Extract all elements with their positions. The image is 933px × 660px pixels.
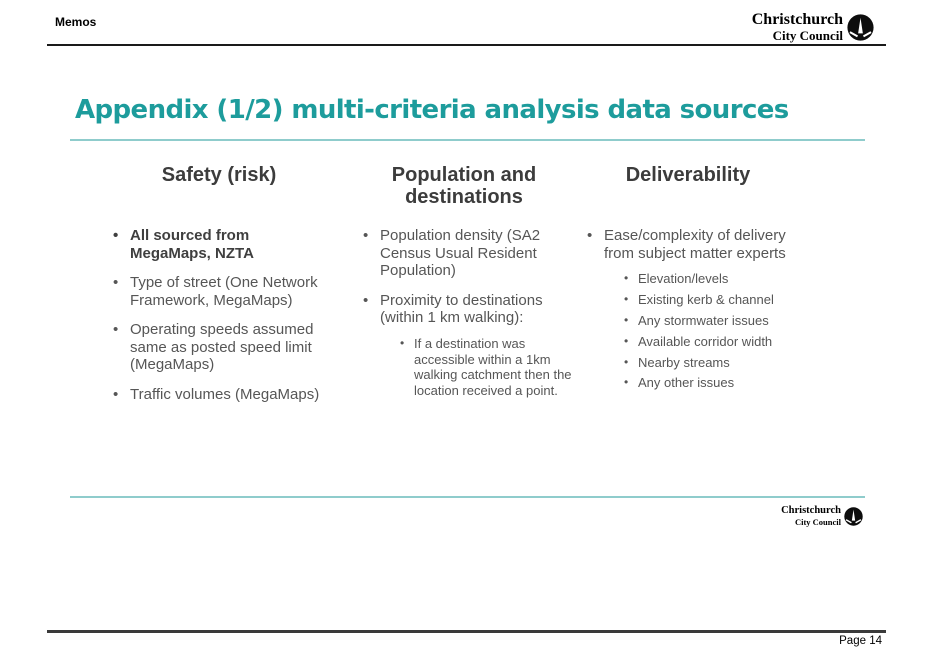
column-heading: Safety (risk): [161, 164, 277, 186]
sub-bullet-text: Elevation/levels: [638, 271, 729, 287]
bullet-list: [356, 227, 572, 399]
council-logo-text: [781, 506, 841, 526]
bottom-divider: [70, 496, 865, 498]
bullet-marker: •: [113, 321, 119, 339]
sub-bullet-list: [580, 271, 796, 391]
bullet-marker: •: [113, 385, 119, 403]
bullet-marker: •: [624, 271, 629, 286]
title-divider: [70, 139, 865, 141]
bullet-item: [106, 227, 332, 262]
bullet-marker: •: [113, 227, 119, 244]
bullet-marker: •: [624, 312, 629, 327]
header-divider: [47, 44, 886, 46]
bullet-text: Proximity to destinations (within 1 km walking):: [380, 291, 543, 327]
sub-bullet-item: [580, 313, 796, 329]
bullet-marker: •: [113, 274, 119, 292]
bullet-text: Type of street (One Network Framework, MegaMaps): [130, 274, 318, 309]
column-population: [356, 164, 572, 411]
bullet-marker: •: [363, 291, 369, 309]
sub-bullet-text: Nearby streams: [638, 354, 730, 370]
column-heading: Deliverability: [625, 164, 751, 186]
sub-bullet-item: [580, 292, 796, 308]
bullet-item: [106, 321, 332, 374]
memos-label: Memos: [55, 15, 97, 29]
bullet-marker: •: [363, 227, 369, 244]
bullet-marker: •: [400, 335, 405, 350]
council-logo-line1: Christchurch: [781, 505, 841, 516]
bullet-text: Ease/complexity of delivery from subject matter experts: [604, 227, 786, 262]
column-safety: [106, 164, 332, 415]
bullet-marker: •: [624, 333, 629, 348]
bullet-marker: •: [624, 375, 629, 390]
council-logo-line1: Christchurch: [751, 11, 843, 28]
column-deliverability: [580, 164, 796, 403]
bullet-text: Operating speeds assumed same as posted speed limit (MegaMaps): [130, 321, 314, 374]
page-title: Appendix (1/2) multi-criteria analysis data sources: [75, 95, 789, 125]
council-logo-line2: City Council: [794, 516, 841, 527]
sub-bullet-list: [356, 336, 572, 399]
sub-bullet-text: Available corridor width: [638, 333, 773, 349]
bullet-item: [356, 227, 572, 280]
council-logo-header: [752, 12, 874, 42]
sub-bullet-item: [356, 336, 572, 399]
council-emblem-icon: [847, 14, 874, 41]
council-emblem-icon: [844, 507, 863, 526]
bullet-item: [356, 292, 572, 327]
bullet-marker: •: [587, 227, 593, 244]
council-logo-line2: City Council: [772, 28, 843, 43]
page-number: Page 14: [839, 635, 882, 647]
bullet-marker: •: [624, 291, 629, 306]
sub-bullet-text: If a destination was accessible within a 1km walking catchment then the location received a point.: [414, 335, 572, 399]
column-heading: Population and destinations: [391, 164, 537, 208]
bullet-text: Traffic volumes (MegaMaps): [130, 385, 320, 403]
sub-bullet-item: [580, 375, 796, 391]
council-logo-text: [752, 12, 843, 42]
sub-bullet-item: [580, 271, 796, 287]
sub-bullet-text: Any stormwater issues: [638, 312, 769, 328]
footer-divider: [47, 630, 886, 633]
sub-bullet-item: [580, 334, 796, 350]
bullet-list: [106, 227, 332, 403]
bullet-text: Population density (SA2 Census Usual Resident Population): [380, 227, 541, 280]
sub-bullet-text: Existing kerb & channel: [638, 291, 774, 307]
sub-bullet-text: Any other issues: [638, 375, 735, 391]
bullet-marker: •: [624, 354, 629, 369]
council-logo-footer: [781, 506, 863, 526]
bullet-text: All sourced from MegaMaps, NZTA: [130, 227, 254, 262]
bullet-item: [106, 274, 332, 309]
bullet-item: [106, 386, 332, 404]
sub-bullet-item: [580, 355, 796, 371]
bullet-list: [580, 227, 796, 391]
bullet-item: [580, 227, 796, 262]
